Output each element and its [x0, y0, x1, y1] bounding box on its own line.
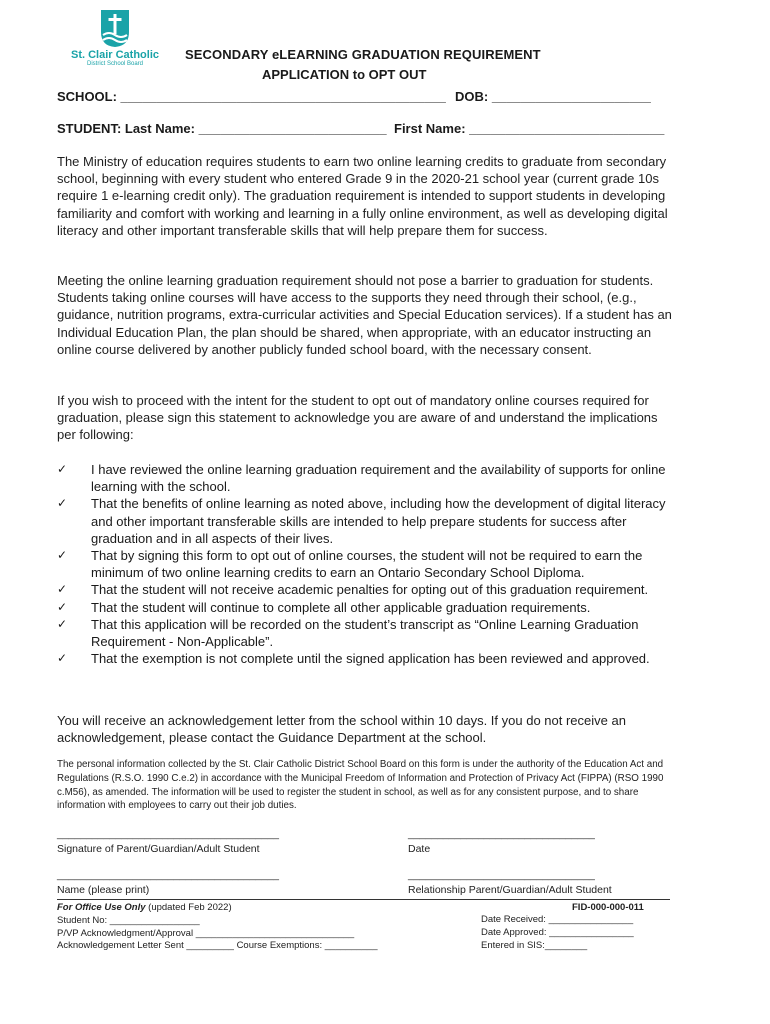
- name-label: Name (please print): [57, 884, 150, 896]
- check-item: ✓ That this application will be recorded on the student’s transcript as “Online Learning Graduation Requirement - Non-Applicable”.: [57, 616, 639, 650]
- relationship-label: Relationship Parent/Guardian/Adult Student: [408, 884, 612, 896]
- checkmark-icon: ✓: [57, 616, 68, 631]
- school-field[interactable]: SCHOOL: _____________________________________________: [57, 89, 446, 104]
- dob-field[interactable]: DOB: ______________________: [455, 89, 651, 104]
- office-use-heading: For Office Use Only: [57, 902, 146, 913]
- last-name-field[interactable]: STUDENT: Last Name: __________________________: [57, 121, 387, 136]
- checkmark-icon: ✓: [57, 582, 68, 597]
- signature-line[interactable]: ______________________________________: [57, 828, 279, 840]
- check-item: ✓ I have reviewed the online learning graduation requirement and the availability of supports for online learning with the school.: [57, 462, 666, 495]
- acknowledgement-checklist: [57, 461, 687, 667]
- check-item: ✓ That the benefits of online learning as noted above, including how the development of digital literacy and other important transferable skills are intended to help prepare students for success after graduation and in all aspects of their lives.: [57, 496, 666, 546]
- pvp-approval-field[interactable]: P/VP Acknowledgment/Approval ______________________________: [57, 927, 355, 939]
- checkmark-icon: ✓: [57, 496, 68, 511]
- check-item: ✓ That by signing this form to opt out of online courses, the student will not be required to earn the minimum of two online learning credits to earn an Ontario Secondary School Diploma.: [57, 548, 643, 581]
- opt-out-paragraph: If you wish to proceed with the intent for the student to opt out of mandatory online courses required for graduation, please sign this statement to acknowledge you are aware of and understand the implications per following:: [57, 393, 658, 443]
- signature-label: Signature of Parent/Guardian/Adult Student: [57, 843, 260, 855]
- check-item: ✓ That the exemption is not complete until the signed application has been reviewed and approved.: [57, 651, 650, 667]
- first-name-field[interactable]: First Name: ___________________________: [394, 121, 665, 136]
- checkmark-icon: ✓: [57, 548, 68, 563]
- form-title-line2: APPLICATION to OPT OUT: [262, 67, 427, 82]
- office-right-block: [481, 914, 634, 952]
- date-label: Date: [408, 843, 431, 855]
- privacy-notice: The personal information collected by the St. Clair Catholic District School Board on this form is under the authority of the Education Act and Regulations (R.S.O. 1990 C.e.2) in accordance with the Municipal Freedom of Information and Protection of Privacy Act (FIPPA) (RSO 1990 c.M56), as amended. The information will be used to register the student in school, as well as for any consistent purpose, and to share information with employees to carry out their job duties.: [57, 759, 664, 812]
- checkmark-icon: ✓: [57, 599, 68, 614]
- student-no-field[interactable]: Student No: _________________: [57, 914, 200, 926]
- name-line[interactable]: ______________________________________: [57, 869, 279, 881]
- checkmark-icon: ✓: [57, 462, 68, 476]
- updated-note: (updated Feb 2022): [148, 902, 232, 913]
- cross-wave-icon: [97, 8, 133, 48]
- board-name: St. Clair Catholic: [70, 49, 160, 61]
- board-subtitle: District School Board: [86, 61, 144, 67]
- entered-sis-field[interactable]: Entered in SIS:________: [481, 939, 588, 951]
- date-approved-field[interactable]: Date Approved: ________________: [481, 926, 634, 938]
- checkmark-icon: ✓: [57, 651, 68, 666]
- check-item: ✓ That the student will continue to complete all other applicable graduation requirements.: [57, 599, 591, 615]
- date-line[interactable]: ________________________________: [408, 828, 595, 840]
- ack-letter-field[interactable]: Acknowledgement Letter Sent _________ Course Exemptions: __________: [57, 940, 378, 952]
- relationship-line[interactable]: ________________________________: [408, 869, 595, 881]
- form-id: FID-000-000-011: [572, 902, 644, 913]
- form-title-line1: SECONDARY eLEARNING GRADUATION REQUIREMENT: [185, 47, 541, 62]
- barrier-paragraph: Meeting the online learning graduation requirement should not pose a barrier to graduation for students. Students taking online courses will have access to the supports they need through their school, (e.g., guidance, nutrition programs, extra-curricular activities and Special Education services). If a student has an Individual Education Plan, the plan should be shared, when appropriate, with an educator instructing an online course delivered by another publicly funded school board, with the necessary consent.: [57, 273, 672, 357]
- date-received-field[interactable]: Date Received: ________________: [481, 914, 634, 925]
- intro-paragraph: The Ministry of education requires students to earn two online learning credits to graduate from secondary school, beginning with every student who entered Grade 9 in the 2020-21 school year (current grade 10s require 1 e-learning credit only). The graduation requirement is intended to support students in developing familiarity and comfort with working and learning in a fully online environment, as well as developing digital literacy and other important transferable skills that will help prepare them for success.: [57, 154, 668, 238]
- check-item: ✓ That the student will not receive academic penalties for opting out of this graduation requirement.: [57, 582, 649, 598]
- office-use-block: [57, 902, 378, 953]
- acknowledgement-paragraph: You will receive an acknowledgement letter from the school within 10 days. If you do not receive an acknowledgement, please contact the Guidance Department at the school.: [57, 713, 626, 746]
- board-logo: [70, 8, 160, 78]
- divider: [57, 899, 670, 900]
